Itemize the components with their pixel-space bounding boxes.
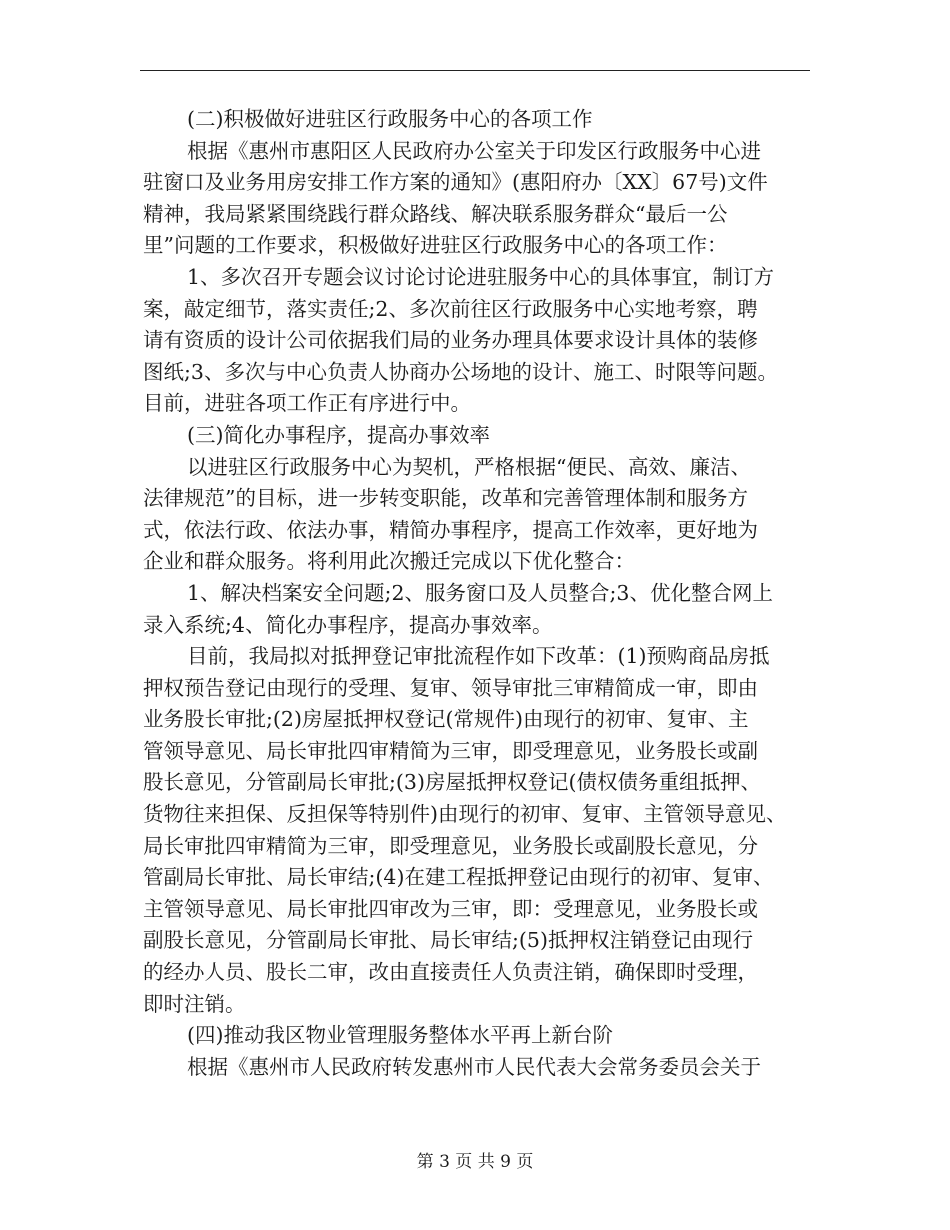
text-line: 目前，进驻各项工作正有序进行中。 [143, 391, 471, 416]
text-line: 企业和群众服务。将利用此次搬迁完成以下优化整合： [143, 549, 635, 574]
text-line: 的经办人员、股长二审，改由直接责任人负责注销，确保即时受理， [143, 960, 758, 985]
text-line: 押权预告登记由现行的受理、复审、领导审批三审精简成一审，即由 [143, 675, 758, 700]
text-line: 驻窗口及业务用房安排工作方案的通知》(惠阳府办〔XX〕67号)文件 [143, 170, 768, 195]
text-line: 案，敲定细节，落实责任;2、多次前往区行政服务中心实地考察，聘 [143, 296, 758, 321]
text-line: 图纸;3、多次与中心负责人协商办公场地的设计、施工、时限等问题。 [143, 359, 778, 384]
text-line: 精神，我局紧紧围绕践行群众路线、解决联系服务群众“最后一公 [143, 201, 728, 226]
text-line: 货物往来担保、反担保等特别件)由现行的初审、复审、主管领导意见、 [143, 802, 787, 827]
text-line: (二)积极做好进驻区行政服务中心的各项工作 [187, 107, 593, 131]
text-line: 主管领导意见、局长审批四审改为三审，即：受理意见，业务股长或 [143, 896, 758, 921]
document-body [143, 104, 815, 1083]
text-line: 里”问题的工作要求，积极做好进驻区行政服务中心的各项工作： [143, 233, 728, 258]
text-line: 请有资质的设计公司依据我们局的业务办理具体要求设计具体的装修 [143, 328, 758, 353]
text-line: 管副局长审批、局长审结;(4)在建工程抵押登记由现行的初审、复审、 [143, 865, 774, 890]
text-line: 业务股长审批;(2)房屋抵押权登记(常规件)由现行的初审、复审、主 [143, 707, 749, 732]
text-line: 式，依法行政、依法办事，精简办事程序，提高工作效率，更好地为 [143, 517, 758, 542]
text-line: 录入系统;4、简化办事程序，提高办事效率。 [143, 612, 553, 637]
text-line: (四)推动我区物业管理服务整体水平再上新台阶 [187, 1023, 613, 1048]
text-line: 根据《惠州市惠阳区人民政府办公室关于印发区行政服务中心进 [187, 138, 761, 163]
text-line: 副股长意见，分管副局长审批、局长审结;(5)抵押权注销登记由现行 [143, 928, 753, 953]
text-line: 即时注销。 [143, 991, 246, 1016]
text-line: 1、解决档案安全问题;2、服务窗口及人员整合;3、优化整合网上 [187, 580, 773, 605]
text-line: 目前，我局拟对抵押登记审批流程作如下改革：(1)预购商品房抵 [187, 644, 770, 669]
text-line: 股长意见，分管副局长审批;(3)房屋抵押权登记(债权债务重组抵押、 [143, 770, 761, 795]
text-line: 管领导意见、局长审批四审精简为三审，即受理意见，业务股长或副 [143, 738, 758, 763]
page-footer: 第 3 页 共 9 页 [416, 1152, 534, 1172]
text-line: 根据《惠州市人民政府转发惠州市人民代表大会常务委员会关于 [187, 1054, 761, 1079]
header-rule [140, 70, 810, 71]
text-line: 以进驻区行政服务中心为契机，严格根据“便民、高效、廉洁、 [187, 454, 751, 479]
text-line: 法律规范”的目标，进一步转变职能，改革和完善管理体制和服务方 [143, 486, 748, 511]
text-line: 1、多次召开专题会议讨论讨论进驻服务中心的具体事宜，制订方 [187, 264, 775, 289]
text-line: 局长审批四审精简为三审，即受理意见，业务股长或副股长意见，分 [143, 833, 758, 858]
text-line: (三)简化办事程序，提高办事效率 [187, 422, 490, 447]
